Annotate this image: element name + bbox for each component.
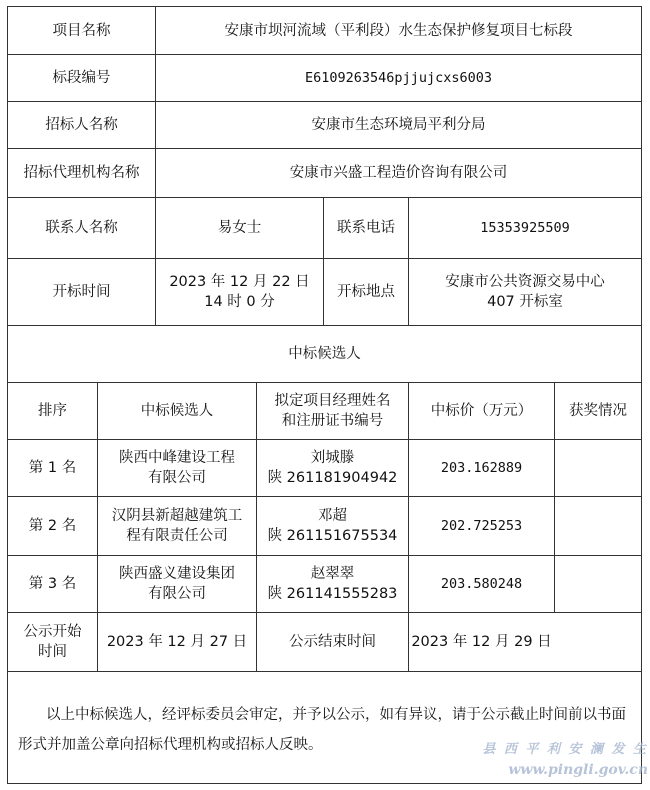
candidate-3-awards bbox=[555, 556, 641, 612]
contact-value: 易女士 bbox=[217, 220, 262, 236]
open-place-label: 开标地点 bbox=[337, 284, 395, 300]
phone-label: 联系电话 bbox=[337, 220, 395, 236]
candidate-1-rank: 第 1 名 bbox=[28, 460, 77, 476]
watermark-line-2: www.pingli.gov.cn bbox=[508, 762, 648, 778]
section-no-label: 标段编号 bbox=[52, 70, 111, 86]
open-time-value: 2023 年 12 月 22 日 14 时 0 分 bbox=[169, 274, 310, 310]
notice-paragraph: 以上中标候选人，经评标委员会审定，并予以公示，如有异议，请于公示截止时间前以书面形式并加盖公章向招标代理机构或招标人反映。 bbox=[18, 707, 626, 753]
candidate-3-manager: 赵翠翠 陕 261141555283 bbox=[267, 566, 398, 602]
candidate-1-manager: 刘城滕 陕 261181904942 bbox=[267, 450, 398, 486]
agency-label: 招标代理机构名称 bbox=[23, 165, 140, 181]
candidate-3-rank: 第 3 名 bbox=[28, 576, 77, 592]
watermark-line-1: 县 西 平 利 安 澜 发 生 bbox=[482, 742, 648, 757]
project-name-value: 安康市坝河流域（平利段）水生态保护修复项目七标段 bbox=[224, 22, 573, 39]
pub-end-label: 公示结束时间 bbox=[289, 634, 376, 650]
pub-end-value: 2023 年 12 月 29 日 bbox=[411, 634, 552, 650]
contact-label: 联系人名称 bbox=[45, 220, 118, 236]
phone-value: 15353925509 bbox=[480, 220, 570, 236]
candidate-2-rank: 第 2 名 bbox=[28, 518, 77, 534]
col-rank-header: 排序 bbox=[38, 403, 67, 419]
site-watermark bbox=[478, 740, 648, 786]
candidate-1-name: 陕西中峰建设工程 有限公司 bbox=[119, 450, 235, 486]
col-candidate-header: 中标候选人 bbox=[140, 403, 214, 419]
tenderer-value: 安康市生态环境局平利分局 bbox=[311, 117, 486, 133]
candidates-title: 中标候选人 bbox=[288, 346, 361, 362]
open-time-label: 开标时间 bbox=[52, 284, 111, 300]
candidate-2-price: 202.725253 bbox=[440, 518, 523, 534]
candidate-2-name: 汉阴县新超越建筑工 程有限责任公司 bbox=[111, 508, 243, 544]
candidate-1-price: 203.162889 bbox=[440, 460, 523, 476]
open-place-value: 安康市公共资源交易中心 407 开标室 bbox=[445, 274, 605, 310]
agency-value: 安康市兴盛工程造价咨询有限公司 bbox=[289, 165, 508, 181]
col-price-header: 中标价（万元） bbox=[430, 403, 533, 419]
col-awards-header: 获奖情况 bbox=[569, 403, 627, 419]
project-name-label: 项目名称 bbox=[52, 22, 111, 39]
candidate-2-awards bbox=[555, 497, 641, 555]
candidate-1-awards bbox=[555, 440, 641, 496]
pub-start-value: 2023 年 12 月 27 日 bbox=[106, 634, 248, 650]
candidate-3-name: 陕西盛义建设集团 有限公司 bbox=[119, 566, 235, 602]
tenderer-label: 招标人名称 bbox=[45, 117, 118, 133]
candidate-3-price: 203.580248 bbox=[440, 576, 523, 592]
pub-start-label: 公示开始 时间 bbox=[23, 624, 82, 660]
col-manager-header: 拟定项目经理姓名 和注册证书编号 bbox=[274, 393, 391, 429]
candidate-2-manager: 邓超 陕 261151675534 bbox=[267, 508, 398, 544]
section-no-value: E6109263546pjjujcxs6003 bbox=[305, 70, 492, 86]
